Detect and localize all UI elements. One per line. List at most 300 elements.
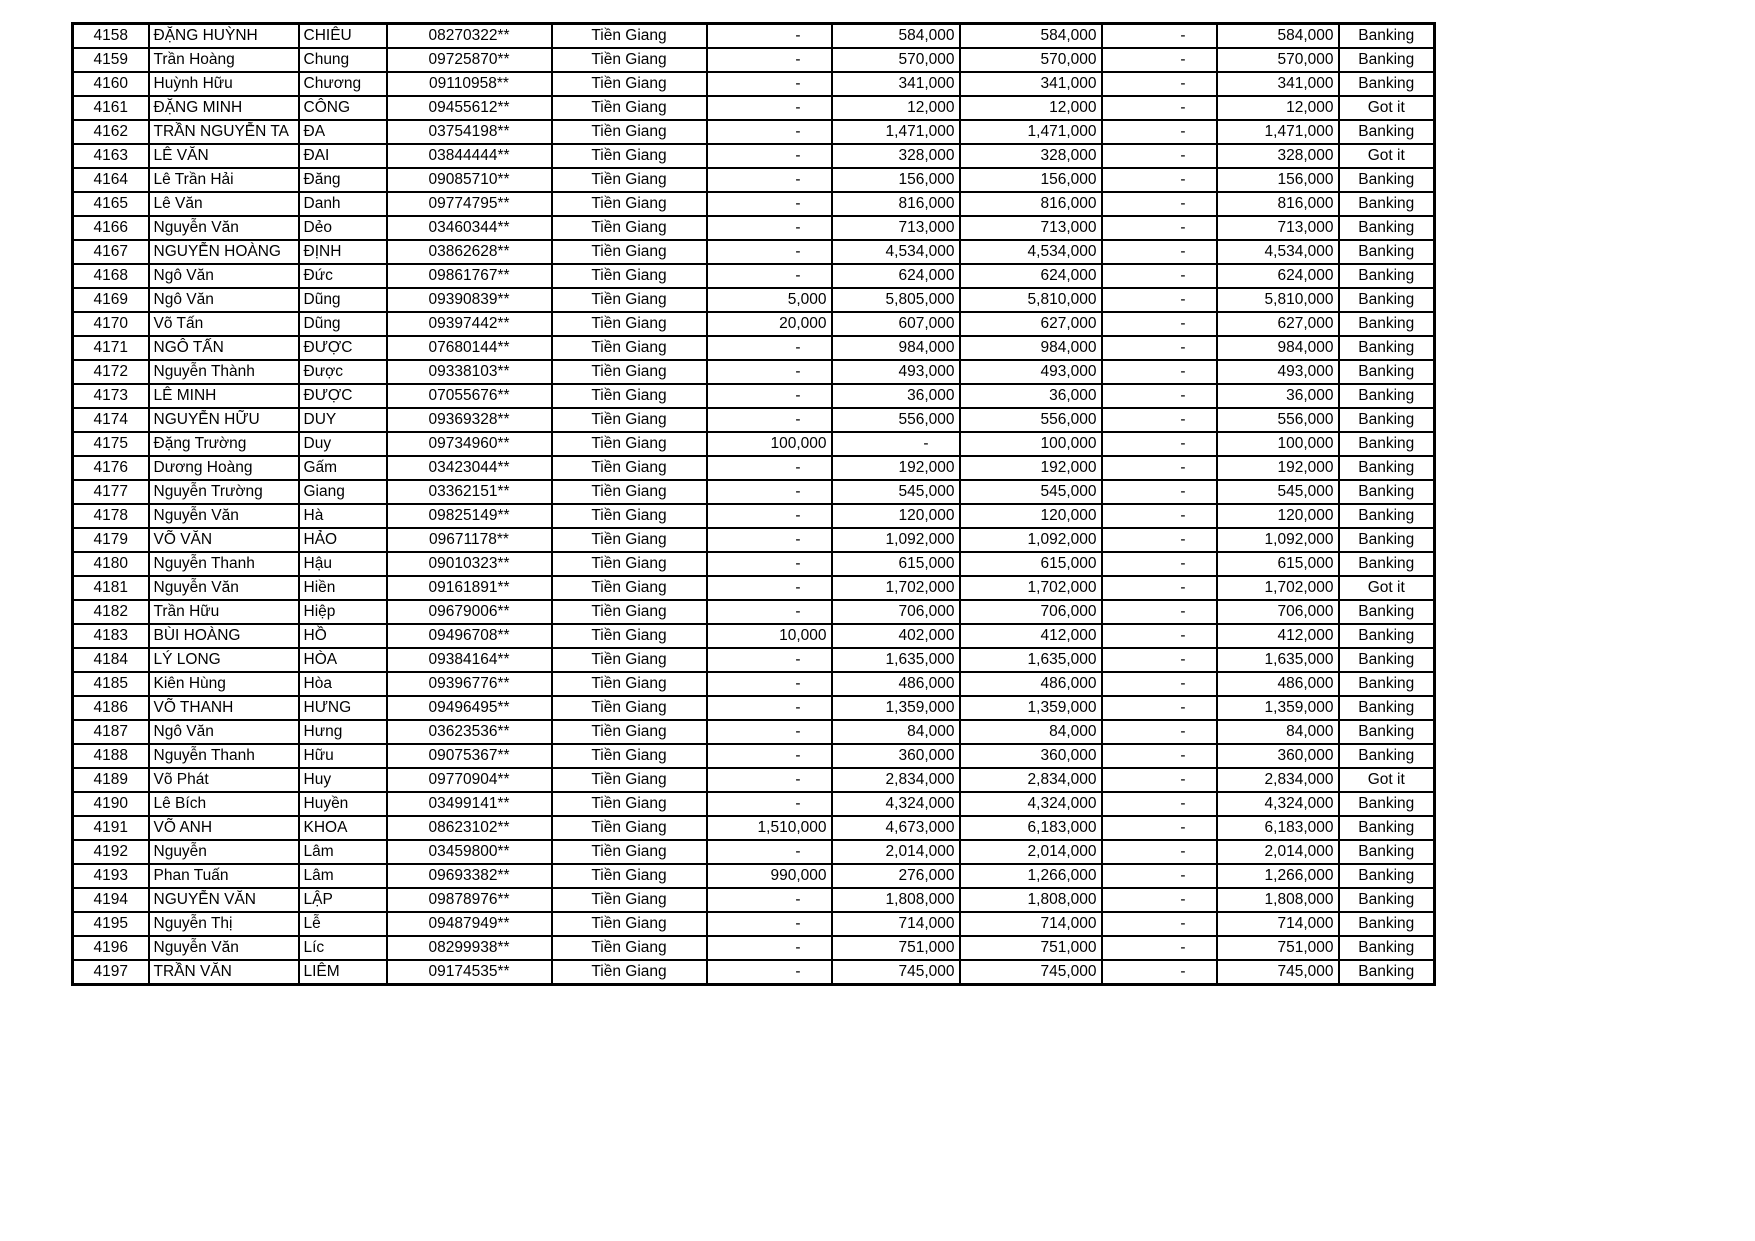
cell-final-amount: 745,000 bbox=[1217, 960, 1339, 985]
cell-id: 4175 bbox=[73, 432, 149, 456]
cell-id: 4159 bbox=[73, 48, 149, 72]
cell-last-name: CHIÊU bbox=[299, 24, 387, 49]
cell-last-name: KHOA bbox=[299, 816, 387, 840]
cell-status: Banking bbox=[1339, 672, 1435, 696]
cell-final-amount: 2,834,000 bbox=[1217, 768, 1339, 792]
cell-deduction: - bbox=[1102, 120, 1217, 144]
cell-base-amount: 751,000 bbox=[832, 936, 960, 960]
cell-id: 4160 bbox=[73, 72, 149, 96]
cell-deduction: - bbox=[1102, 240, 1217, 264]
cell-phone: 03499141** bbox=[387, 792, 552, 816]
cell-phone: 03754198** bbox=[387, 120, 552, 144]
cell-province: Tiền Giang bbox=[552, 456, 707, 480]
cell-first-name: Ngô Văn bbox=[149, 288, 299, 312]
table-row bbox=[73, 48, 1435, 72]
cell-final-amount: 486,000 bbox=[1217, 672, 1339, 696]
cell-last-name: Hiền bbox=[299, 576, 387, 600]
cell-first-name: Lê Bích bbox=[149, 792, 299, 816]
cell-province: Tiền Giang bbox=[552, 624, 707, 648]
cell-base-amount: 1,808,000 bbox=[832, 888, 960, 912]
cell-final-amount: 713,000 bbox=[1217, 216, 1339, 240]
cell-total-amount: 545,000 bbox=[960, 480, 1102, 504]
cell-province: Tiền Giang bbox=[552, 384, 707, 408]
cell-first-name: TRẦN VĂN bbox=[149, 960, 299, 985]
cell-adjust-amount: - bbox=[707, 696, 832, 720]
cell-adjust-amount: - bbox=[707, 96, 832, 120]
table-row bbox=[73, 768, 1435, 792]
cell-last-name: Hưng bbox=[299, 720, 387, 744]
cell-province: Tiền Giang bbox=[552, 768, 707, 792]
cell-first-name: NGÔ TẤN bbox=[149, 336, 299, 360]
cell-status: Banking bbox=[1339, 72, 1435, 96]
cell-id: 4173 bbox=[73, 384, 149, 408]
cell-adjust-amount: - bbox=[707, 768, 832, 792]
cell-status: Banking bbox=[1339, 792, 1435, 816]
cell-deduction: - bbox=[1102, 912, 1217, 936]
cell-last-name: CÔNG bbox=[299, 96, 387, 120]
cell-last-name: Lâm bbox=[299, 864, 387, 888]
cell-phone: 09774795** bbox=[387, 192, 552, 216]
cell-base-amount: 276,000 bbox=[832, 864, 960, 888]
cell-final-amount: 156,000 bbox=[1217, 168, 1339, 192]
table-row bbox=[73, 264, 1435, 288]
table-row bbox=[73, 144, 1435, 168]
cell-province: Tiền Giang bbox=[552, 216, 707, 240]
table-row bbox=[73, 168, 1435, 192]
cell-province: Tiền Giang bbox=[552, 120, 707, 144]
cell-first-name: Nguyễn Văn bbox=[149, 936, 299, 960]
cell-final-amount: 570,000 bbox=[1217, 48, 1339, 72]
cell-adjust-amount: - bbox=[707, 216, 832, 240]
cell-last-name: HẢO bbox=[299, 528, 387, 552]
cell-status: Banking bbox=[1339, 336, 1435, 360]
cell-final-amount: 984,000 bbox=[1217, 336, 1339, 360]
cell-deduction: - bbox=[1102, 576, 1217, 600]
cell-first-name: Lê Văn bbox=[149, 192, 299, 216]
cell-last-name: Lễ bbox=[299, 912, 387, 936]
cell-phone: 09496495** bbox=[387, 696, 552, 720]
cell-id: 4195 bbox=[73, 912, 149, 936]
cell-phone: 08623102** bbox=[387, 816, 552, 840]
cell-total-amount: 627,000 bbox=[960, 312, 1102, 336]
cell-deduction: - bbox=[1102, 696, 1217, 720]
cell-phone: 09861767** bbox=[387, 264, 552, 288]
cell-deduction: - bbox=[1102, 552, 1217, 576]
cell-last-name: Dũng bbox=[299, 312, 387, 336]
cell-phone: 09679006** bbox=[387, 600, 552, 624]
cell-final-amount: 1,092,000 bbox=[1217, 528, 1339, 552]
cell-first-name: Nguyễn Văn bbox=[149, 216, 299, 240]
cell-phone: 09487949** bbox=[387, 912, 552, 936]
cell-id: 4190 bbox=[73, 792, 149, 816]
cell-deduction: - bbox=[1102, 936, 1217, 960]
cell-adjust-amount: - bbox=[707, 912, 832, 936]
cell-total-amount: 570,000 bbox=[960, 48, 1102, 72]
cell-last-name: Duy bbox=[299, 432, 387, 456]
cell-first-name: TRẦN NGUYỄN TA bbox=[149, 120, 299, 144]
cell-base-amount: 714,000 bbox=[832, 912, 960, 936]
cell-base-amount: 624,000 bbox=[832, 264, 960, 288]
cell-deduction: - bbox=[1102, 336, 1217, 360]
cell-base-amount: 607,000 bbox=[832, 312, 960, 336]
cell-last-name: Huyền bbox=[299, 792, 387, 816]
cell-base-amount: 545,000 bbox=[832, 480, 960, 504]
cell-first-name: Nguyễn Trường bbox=[149, 480, 299, 504]
cell-status: Banking bbox=[1339, 480, 1435, 504]
cell-province: Tiền Giang bbox=[552, 864, 707, 888]
cell-id: 4185 bbox=[73, 672, 149, 696]
cell-deduction: - bbox=[1102, 792, 1217, 816]
cell-phone: 09396776** bbox=[387, 672, 552, 696]
cell-deduction: - bbox=[1102, 72, 1217, 96]
cell-province: Tiền Giang bbox=[552, 504, 707, 528]
cell-final-amount: 627,000 bbox=[1217, 312, 1339, 336]
cell-total-amount: 816,000 bbox=[960, 192, 1102, 216]
cell-final-amount: 624,000 bbox=[1217, 264, 1339, 288]
cell-province: Tiền Giang bbox=[552, 720, 707, 744]
cell-base-amount: 1,635,000 bbox=[832, 648, 960, 672]
cell-id: 4170 bbox=[73, 312, 149, 336]
cell-first-name: Võ Tấn bbox=[149, 312, 299, 336]
cell-province: Tiền Giang bbox=[552, 240, 707, 264]
cell-last-name: LIÊM bbox=[299, 960, 387, 985]
cell-first-name: VÕ ANH bbox=[149, 816, 299, 840]
cell-adjust-amount: - bbox=[707, 336, 832, 360]
cell-status: Banking bbox=[1339, 288, 1435, 312]
cell-base-amount: 4,673,000 bbox=[832, 816, 960, 840]
cell-final-amount: 545,000 bbox=[1217, 480, 1339, 504]
cell-first-name: LÊ VĂN bbox=[149, 144, 299, 168]
recipients-table bbox=[71, 22, 1436, 986]
cell-province: Tiền Giang bbox=[552, 840, 707, 864]
cell-total-amount: 341,000 bbox=[960, 72, 1102, 96]
cell-id: 4168 bbox=[73, 264, 149, 288]
table-row bbox=[73, 936, 1435, 960]
table-row bbox=[73, 384, 1435, 408]
cell-id: 4186 bbox=[73, 696, 149, 720]
cell-province: Tiền Giang bbox=[552, 960, 707, 985]
cell-final-amount: 1,635,000 bbox=[1217, 648, 1339, 672]
table-row bbox=[73, 816, 1435, 840]
cell-first-name: Huỳnh Hữu bbox=[149, 72, 299, 96]
cell-id: 4193 bbox=[73, 864, 149, 888]
cell-adjust-amount: - bbox=[707, 24, 832, 49]
table-row bbox=[73, 576, 1435, 600]
cell-province: Tiền Giang bbox=[552, 792, 707, 816]
cell-deduction: - bbox=[1102, 192, 1217, 216]
cell-adjust-amount: - bbox=[707, 408, 832, 432]
cell-base-amount: 4,534,000 bbox=[832, 240, 960, 264]
cell-base-amount: 615,000 bbox=[832, 552, 960, 576]
cell-final-amount: 412,000 bbox=[1217, 624, 1339, 648]
cell-first-name: Nguyễn Thanh bbox=[149, 552, 299, 576]
cell-status: Banking bbox=[1339, 456, 1435, 480]
cell-province: Tiền Giang bbox=[552, 552, 707, 576]
cell-status: Got it bbox=[1339, 576, 1435, 600]
cell-total-amount: 4,534,000 bbox=[960, 240, 1102, 264]
cell-phone: 09878976** bbox=[387, 888, 552, 912]
cell-total-amount: 2,014,000 bbox=[960, 840, 1102, 864]
cell-total-amount: 713,000 bbox=[960, 216, 1102, 240]
cell-phone: 09390839** bbox=[387, 288, 552, 312]
table-row bbox=[73, 192, 1435, 216]
cell-total-amount: 36,000 bbox=[960, 384, 1102, 408]
cell-final-amount: 192,000 bbox=[1217, 456, 1339, 480]
cell-base-amount: 4,324,000 bbox=[832, 792, 960, 816]
cell-id: 4196 bbox=[73, 936, 149, 960]
cell-base-amount: 570,000 bbox=[832, 48, 960, 72]
cell-deduction: - bbox=[1102, 744, 1217, 768]
cell-final-amount: 584,000 bbox=[1217, 24, 1339, 49]
cell-base-amount: 341,000 bbox=[832, 72, 960, 96]
cell-final-amount: 706,000 bbox=[1217, 600, 1339, 624]
cell-total-amount: 84,000 bbox=[960, 720, 1102, 744]
cell-final-amount: 6,183,000 bbox=[1217, 816, 1339, 840]
cell-status: Banking bbox=[1339, 216, 1435, 240]
cell-adjust-amount: - bbox=[707, 168, 832, 192]
cell-phone: 09338103** bbox=[387, 360, 552, 384]
cell-status: Banking bbox=[1339, 552, 1435, 576]
cell-phone: 09734960** bbox=[387, 432, 552, 456]
cell-first-name: ĐẶNG HUỲNH bbox=[149, 24, 299, 49]
cell-id: 4167 bbox=[73, 240, 149, 264]
cell-phone: 09671178** bbox=[387, 528, 552, 552]
table-row bbox=[73, 120, 1435, 144]
cell-phone: 09174535** bbox=[387, 960, 552, 985]
cell-total-amount: 1,359,000 bbox=[960, 696, 1102, 720]
cell-total-amount: 1,808,000 bbox=[960, 888, 1102, 912]
cell-base-amount: 493,000 bbox=[832, 360, 960, 384]
table-row bbox=[73, 840, 1435, 864]
cell-total-amount: 120,000 bbox=[960, 504, 1102, 528]
cell-last-name: Đức bbox=[299, 264, 387, 288]
cell-status: Banking bbox=[1339, 864, 1435, 888]
cell-adjust-amount: - bbox=[707, 240, 832, 264]
cell-total-amount: 100,000 bbox=[960, 432, 1102, 456]
cell-id: 4164 bbox=[73, 168, 149, 192]
cell-last-name: Lâm bbox=[299, 840, 387, 864]
cell-last-name: Giang bbox=[299, 480, 387, 504]
cell-adjust-amount: - bbox=[707, 720, 832, 744]
cell-deduction: - bbox=[1102, 864, 1217, 888]
cell-first-name: Võ Phát bbox=[149, 768, 299, 792]
cell-deduction: - bbox=[1102, 384, 1217, 408]
cell-total-amount: 1,471,000 bbox=[960, 120, 1102, 144]
cell-status: Banking bbox=[1339, 24, 1435, 49]
cell-phone: 09725870** bbox=[387, 48, 552, 72]
table-row bbox=[73, 696, 1435, 720]
cell-total-amount: 6,183,000 bbox=[960, 816, 1102, 840]
cell-first-name: LÝ LONG bbox=[149, 648, 299, 672]
cell-phone: 09384164** bbox=[387, 648, 552, 672]
cell-phone: 09085710** bbox=[387, 168, 552, 192]
cell-status: Banking bbox=[1339, 648, 1435, 672]
cell-phone: 09010323** bbox=[387, 552, 552, 576]
cell-id: 4161 bbox=[73, 96, 149, 120]
cell-base-amount: 2,834,000 bbox=[832, 768, 960, 792]
table-row bbox=[73, 912, 1435, 936]
cell-last-name: Huy bbox=[299, 768, 387, 792]
cell-adjust-amount: 1,510,000 bbox=[707, 816, 832, 840]
cell-status: Banking bbox=[1339, 528, 1435, 552]
cell-deduction: - bbox=[1102, 96, 1217, 120]
cell-base-amount: 984,000 bbox=[832, 336, 960, 360]
cell-total-amount: 486,000 bbox=[960, 672, 1102, 696]
cell-first-name: LÊ MINH bbox=[149, 384, 299, 408]
cell-final-amount: 4,534,000 bbox=[1217, 240, 1339, 264]
cell-adjust-amount: - bbox=[707, 144, 832, 168]
cell-adjust-amount: - bbox=[707, 888, 832, 912]
cell-base-amount: 402,000 bbox=[832, 624, 960, 648]
table-row bbox=[73, 288, 1435, 312]
cell-deduction: - bbox=[1102, 144, 1217, 168]
cell-adjust-amount: - bbox=[707, 48, 832, 72]
table-row bbox=[73, 672, 1435, 696]
cell-adjust-amount: - bbox=[707, 552, 832, 576]
cell-phone: 03862628** bbox=[387, 240, 552, 264]
cell-first-name: Nguyễn Thanh bbox=[149, 744, 299, 768]
cell-first-name: NGUYỄN HỮU bbox=[149, 408, 299, 432]
cell-province: Tiền Giang bbox=[552, 576, 707, 600]
cell-deduction: - bbox=[1102, 48, 1217, 72]
cell-deduction: - bbox=[1102, 360, 1217, 384]
cell-status: Got it bbox=[1339, 768, 1435, 792]
cell-first-name: BÙI HOÀNG bbox=[149, 624, 299, 648]
cell-id: 4179 bbox=[73, 528, 149, 552]
cell-first-name: Nguyễn Thị bbox=[149, 912, 299, 936]
cell-province: Tiền Giang bbox=[552, 528, 707, 552]
cell-status: Banking bbox=[1339, 816, 1435, 840]
cell-phone: 03623536** bbox=[387, 720, 552, 744]
cell-status: Banking bbox=[1339, 312, 1435, 336]
cell-adjust-amount: 100,000 bbox=[707, 432, 832, 456]
cell-last-name: LẬP bbox=[299, 888, 387, 912]
cell-base-amount: 1,092,000 bbox=[832, 528, 960, 552]
cell-phone: 08270322** bbox=[387, 24, 552, 49]
cell-base-amount: 745,000 bbox=[832, 960, 960, 985]
cell-id: 4181 bbox=[73, 576, 149, 600]
cell-total-amount: 493,000 bbox=[960, 360, 1102, 384]
cell-first-name: VÕ THANH bbox=[149, 696, 299, 720]
cell-last-name: Dũng bbox=[299, 288, 387, 312]
cell-deduction: - bbox=[1102, 168, 1217, 192]
cell-deduction: - bbox=[1102, 648, 1217, 672]
cell-status: Banking bbox=[1339, 408, 1435, 432]
cell-status: Banking bbox=[1339, 888, 1435, 912]
table-row bbox=[73, 24, 1435, 49]
cell-deduction: - bbox=[1102, 960, 1217, 985]
cell-phone: 09455612** bbox=[387, 96, 552, 120]
table-row bbox=[73, 888, 1435, 912]
table-row bbox=[73, 360, 1435, 384]
cell-deduction: - bbox=[1102, 432, 1217, 456]
cell-last-name: Đăng bbox=[299, 168, 387, 192]
table-row bbox=[73, 336, 1435, 360]
cell-first-name: ĐẶNG MINH bbox=[149, 96, 299, 120]
table-row bbox=[73, 456, 1435, 480]
cell-province: Tiền Giang bbox=[552, 336, 707, 360]
cell-last-name: Hà bbox=[299, 504, 387, 528]
cell-province: Tiền Giang bbox=[552, 96, 707, 120]
cell-phone: 07680144** bbox=[387, 336, 552, 360]
cell-status: Banking bbox=[1339, 48, 1435, 72]
cell-deduction: - bbox=[1102, 624, 1217, 648]
cell-deduction: - bbox=[1102, 888, 1217, 912]
cell-base-amount: 706,000 bbox=[832, 600, 960, 624]
cell-id: 4192 bbox=[73, 840, 149, 864]
cell-total-amount: 714,000 bbox=[960, 912, 1102, 936]
cell-phone: 09161891** bbox=[387, 576, 552, 600]
cell-phone: 03844444** bbox=[387, 144, 552, 168]
cell-last-name: HỒ bbox=[299, 624, 387, 648]
table-row bbox=[73, 648, 1435, 672]
cell-last-name: Hòa bbox=[299, 672, 387, 696]
cell-province: Tiền Giang bbox=[552, 48, 707, 72]
cell-deduction: - bbox=[1102, 816, 1217, 840]
cell-adjust-amount: - bbox=[707, 672, 832, 696]
cell-province: Tiền Giang bbox=[552, 888, 707, 912]
cell-id: 4178 bbox=[73, 504, 149, 528]
cell-adjust-amount: - bbox=[707, 264, 832, 288]
cell-final-amount: 1,702,000 bbox=[1217, 576, 1339, 600]
cell-first-name: Ngô Văn bbox=[149, 720, 299, 744]
cell-adjust-amount: 20,000 bbox=[707, 312, 832, 336]
cell-province: Tiền Giang bbox=[552, 168, 707, 192]
cell-deduction: - bbox=[1102, 216, 1217, 240]
cell-final-amount: 2,014,000 bbox=[1217, 840, 1339, 864]
cell-status: Banking bbox=[1339, 696, 1435, 720]
cell-status: Banking bbox=[1339, 960, 1435, 985]
cell-base-amount: 5,805,000 bbox=[832, 288, 960, 312]
cell-total-amount: 1,635,000 bbox=[960, 648, 1102, 672]
cell-deduction: - bbox=[1102, 408, 1217, 432]
cell-final-amount: 36,000 bbox=[1217, 384, 1339, 408]
table-row bbox=[73, 960, 1435, 985]
cell-first-name: Kiên Hùng bbox=[149, 672, 299, 696]
cell-final-amount: 1,808,000 bbox=[1217, 888, 1339, 912]
cell-id: 4166 bbox=[73, 216, 149, 240]
cell-first-name: Lê Trần Hải bbox=[149, 168, 299, 192]
cell-status: Got it bbox=[1339, 144, 1435, 168]
cell-total-amount: 156,000 bbox=[960, 168, 1102, 192]
cell-province: Tiền Giang bbox=[552, 648, 707, 672]
cell-total-amount: 556,000 bbox=[960, 408, 1102, 432]
cell-last-name: HÒA bbox=[299, 648, 387, 672]
cell-last-name: Gấm bbox=[299, 456, 387, 480]
cell-id: 4165 bbox=[73, 192, 149, 216]
cell-base-amount: 713,000 bbox=[832, 216, 960, 240]
cell-province: Tiền Giang bbox=[552, 696, 707, 720]
cell-base-amount: 120,000 bbox=[832, 504, 960, 528]
cell-final-amount: 12,000 bbox=[1217, 96, 1339, 120]
cell-final-amount: 615,000 bbox=[1217, 552, 1339, 576]
cell-deduction: - bbox=[1102, 480, 1217, 504]
cell-last-name: HƯNG bbox=[299, 696, 387, 720]
cell-phone: 09693382** bbox=[387, 864, 552, 888]
cell-base-amount: 1,471,000 bbox=[832, 120, 960, 144]
cell-status: Banking bbox=[1339, 264, 1435, 288]
cell-adjust-amount: - bbox=[707, 120, 832, 144]
cell-status: Banking bbox=[1339, 504, 1435, 528]
table-row bbox=[73, 240, 1435, 264]
cell-id: 4176 bbox=[73, 456, 149, 480]
cell-last-name: Hậu bbox=[299, 552, 387, 576]
cell-id: 4191 bbox=[73, 816, 149, 840]
cell-base-amount: 12,000 bbox=[832, 96, 960, 120]
cell-first-name: Nguyễn Văn bbox=[149, 576, 299, 600]
cell-last-name: Chung bbox=[299, 48, 387, 72]
cell-phone: 09770904** bbox=[387, 768, 552, 792]
